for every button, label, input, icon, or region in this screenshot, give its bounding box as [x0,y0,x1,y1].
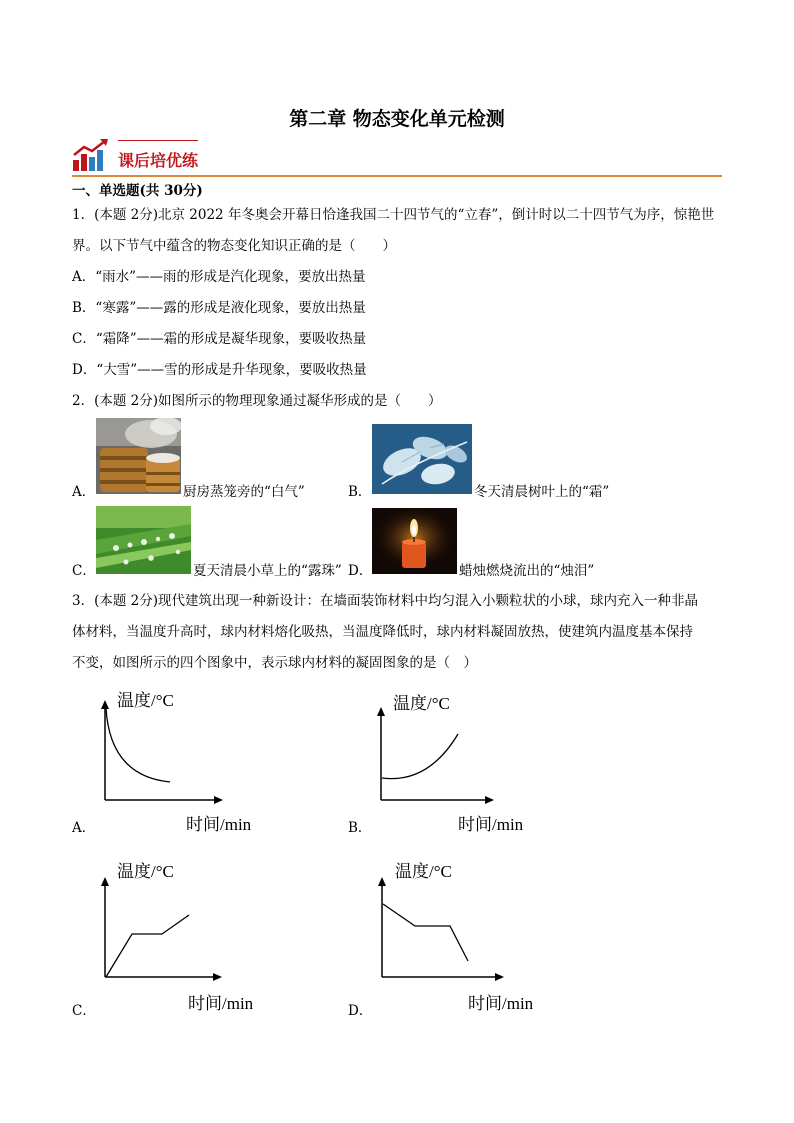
q3-stem-line2: 体材料，当温度升高时，球内材料熔化吸热，当温度降低时，球内材料凝固放热，使建筑内温度基本保持 [72,624,693,640]
q2-option-c-letter: C． [72,563,96,579]
q2-option-c-caption: 夏天清晨小草上的“露珠” [193,563,342,579]
graph-a-letter: A． [72,820,96,836]
q2-option-b-letter: B． [348,484,372,500]
q1-option-c: C．“霜降”——霜的形成是凝华现象，要吸收热量 [72,331,367,347]
graph-c-letter: C． [72,1003,96,1019]
graph-c [72,857,292,1022]
q1-option-b: B．“寒露”——露的形成是液化现象，要放出热量 [72,300,366,316]
graph-c-plot [72,857,292,1022]
graph-a-xlabel: 时间/min [186,815,252,834]
graph-d-x-arrow [495,973,504,981]
graph-d-letter: D． [348,1003,373,1019]
q3-stem-line3: 不变，如图所示的四个图象中，表示球内材料的凝固图象的是（ ） [72,655,477,671]
graph-c-ylabel: 温度/°C [117,862,174,881]
graph-b [348,689,568,839]
graph-c-xlabel: 时间/min [188,994,254,1013]
q2-option-d-caption: 蜡烛燃烧流出的“烛泪” [459,563,595,579]
banner-top-rule [118,140,198,141]
steamer-photo [96,418,181,494]
q1-option-d: D．“大雪”——雪的形成是升华现象，要吸收热量 [72,362,367,378]
q2-stem: 2．(本题 2分)如图所示的物理现象通过凝华形成的是（ ） [72,393,442,409]
graph-b-y-arrow [377,707,385,716]
banner-label: 课后培优练 [118,151,199,170]
q1-stem-line2: 界。以下节气中蕴含的物态变化知识正确的是（ ） [72,238,396,254]
banner-rule [72,175,722,177]
frost-leaves-photo [372,424,472,494]
graph-d-ylabel: 温度/°C [395,862,452,881]
graph-d [348,857,568,1022]
candle-photo [372,508,457,574]
graph-b-ylabel: 温度/°C [393,694,450,713]
graph-a-ylabel: 温度/°C [117,691,174,710]
bar-chart-logo-icon [72,138,110,172]
q2-option-a-letter: A． [72,484,96,500]
graph-a-x-arrow [214,796,223,804]
graph-b-curve [382,734,458,779]
q1-option-a: A．“雨水”——雨的形成是汽化现象，要放出热量 [72,269,366,285]
q2-option-b-caption: 冬天清晨树叶上的“霜” [474,484,610,500]
graph-d-xlabel: 时间/min [468,994,534,1013]
q3-stem-line1: 3．(本题 2分)现代建筑出现一种新设计：在墙面装饰材料中均匀混入小颗粒状的小球，球内充入一种非晶 [72,593,699,609]
graph-b-x-arrow [485,796,494,804]
q1-stem-line1: 1．(本题 2分)北京 2022 年冬奥会开幕日恰逢我国二十四节气的“立春”，倒计时以二十四节气为序，惊艳世 [72,207,715,223]
graph-b-xlabel: 时间/min [458,815,524,834]
graph-a-y-arrow [101,700,109,709]
dew-grass-photo [96,506,191,574]
graph-c-line [106,915,189,977]
graph-c-y-arrow [101,877,109,886]
graph-d-line [383,904,468,961]
q2-option-d-letter: D． [348,563,373,579]
graph-c-x-arrow [213,973,222,981]
graph-b-letter: B． [348,820,372,836]
graph-d-plot [348,857,568,1022]
graph-a-curve [106,708,170,782]
graph-a [72,686,292,836]
graph-a-plot [72,686,292,836]
page-title: 第二章 物态变化单元检测 [289,108,505,130]
section-heading: 一、单选题(共 30分) [72,183,203,199]
q2-option-a-caption: 厨房蒸笼旁的“白气” [183,484,305,500]
graph-d-y-arrow [378,877,386,886]
